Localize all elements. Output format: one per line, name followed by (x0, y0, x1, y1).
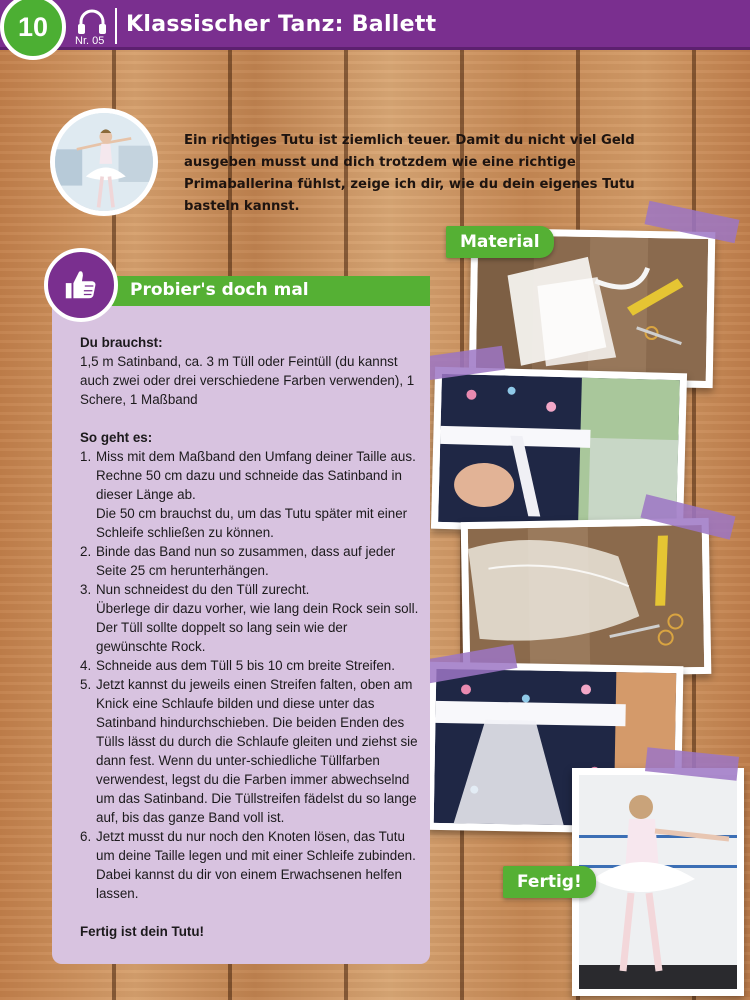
photo-finished-tutu (572, 768, 744, 996)
step-text: Jetzt musst du nur noch den Knoten lösen, das Tutu um deine Taille legen und mit einer Schleife zubinden. Dabei kannst du dir von einem Erwachsenen helfen lassen. (96, 829, 416, 901)
step-number: 5. (80, 677, 92, 692)
header-divider (115, 8, 117, 44)
step-item (80, 447, 420, 542)
step-item (80, 827, 420, 903)
done-tag: Fertig! (503, 866, 596, 898)
page-title: Klassischer Tanz: Ballett (126, 12, 437, 37)
instruction-body (80, 333, 420, 941)
ballerina-illustration (55, 113, 153, 211)
step-item (80, 542, 420, 580)
step-item (80, 675, 420, 827)
step-text: Binde das Band nun so zusammen, dass auf jeder Seite 25 cm herunterhängen. (96, 544, 396, 578)
step-number: 2. (80, 544, 92, 559)
final-line: Fertig ist dein Tutu! (80, 924, 204, 939)
step-text: Jetzt kannst du jeweils einen Streifen falten, oben am Knick eine Schlaufe bilden und diese unter das Satinband hindurchschieben. Die beiden Enden des Tülls lässt du durch die Schlaufe gleiten und ziehst sie dann fest. Wenn du unter-schiedliche Tüllfarben verwendest, legst du die Farben immer abwechselnd um das Satinband. Die Tüllstreifen fädelst du so lange auf, bis das ganze Band voll ist. (96, 677, 418, 825)
step-item (80, 580, 420, 656)
step-number: 6. (80, 829, 92, 844)
needs-text: 1,5 m Satinband, ca. 3 m Tüll oder Feintüll (du kannst auch zwei oder drei verschiedene Farben verwenden), 1 Schere, 1 Maßband (80, 354, 415, 407)
ballerina-portrait (50, 108, 158, 216)
step-note: Überlege dir dazu vorher, wie lang dein Rock sein soll. Der Tüll sollte doppelt so lang sein wie der gewünschte Rock. (96, 601, 419, 654)
step-note: Die 50 cm brauchst du, um das Tutu später mit einer Schleife schließen zu können. (96, 506, 408, 540)
material-tag: Material (446, 226, 554, 258)
step-text: Nun schneidest du den Tüll zurecht. (96, 582, 310, 597)
thumbs-up-badge (44, 248, 118, 322)
steps-list (80, 447, 420, 903)
needs-heading: Du brauchst: (80, 335, 163, 350)
step-number: 1. (80, 449, 92, 464)
track-number: Nr. 05 (75, 35, 105, 47)
step-text: Schneide aus dem Tüll 5 bis 10 cm breite Streifen. (96, 658, 395, 673)
step-number: 4. (80, 658, 92, 673)
header-bar (0, 0, 750, 50)
headphones-icon (77, 8, 107, 36)
step-number: 3. (80, 582, 92, 597)
panel-title: Probier's doch mal (130, 280, 309, 300)
page-number-badge: 10 (0, 0, 66, 60)
step-text: Miss mit dem Maßband den Umfang deiner Taille aus. Rechne 50 cm dazu und schneide das Satinband in dieser Länge ab. (96, 449, 416, 502)
thumbs-up-icon (62, 266, 100, 304)
steps-heading: So geht es: (80, 430, 153, 445)
intro-text: Ein richtiges Tutu ist ziemlich teuer. Damit du nicht viel Geld ausgeben musst und dich trotzdem wie eine richtige Primaballerina fühlst, zeige ich dir, wie du dein eigenes Tutu basteln kannst. (184, 133, 635, 214)
step-item (80, 656, 420, 675)
